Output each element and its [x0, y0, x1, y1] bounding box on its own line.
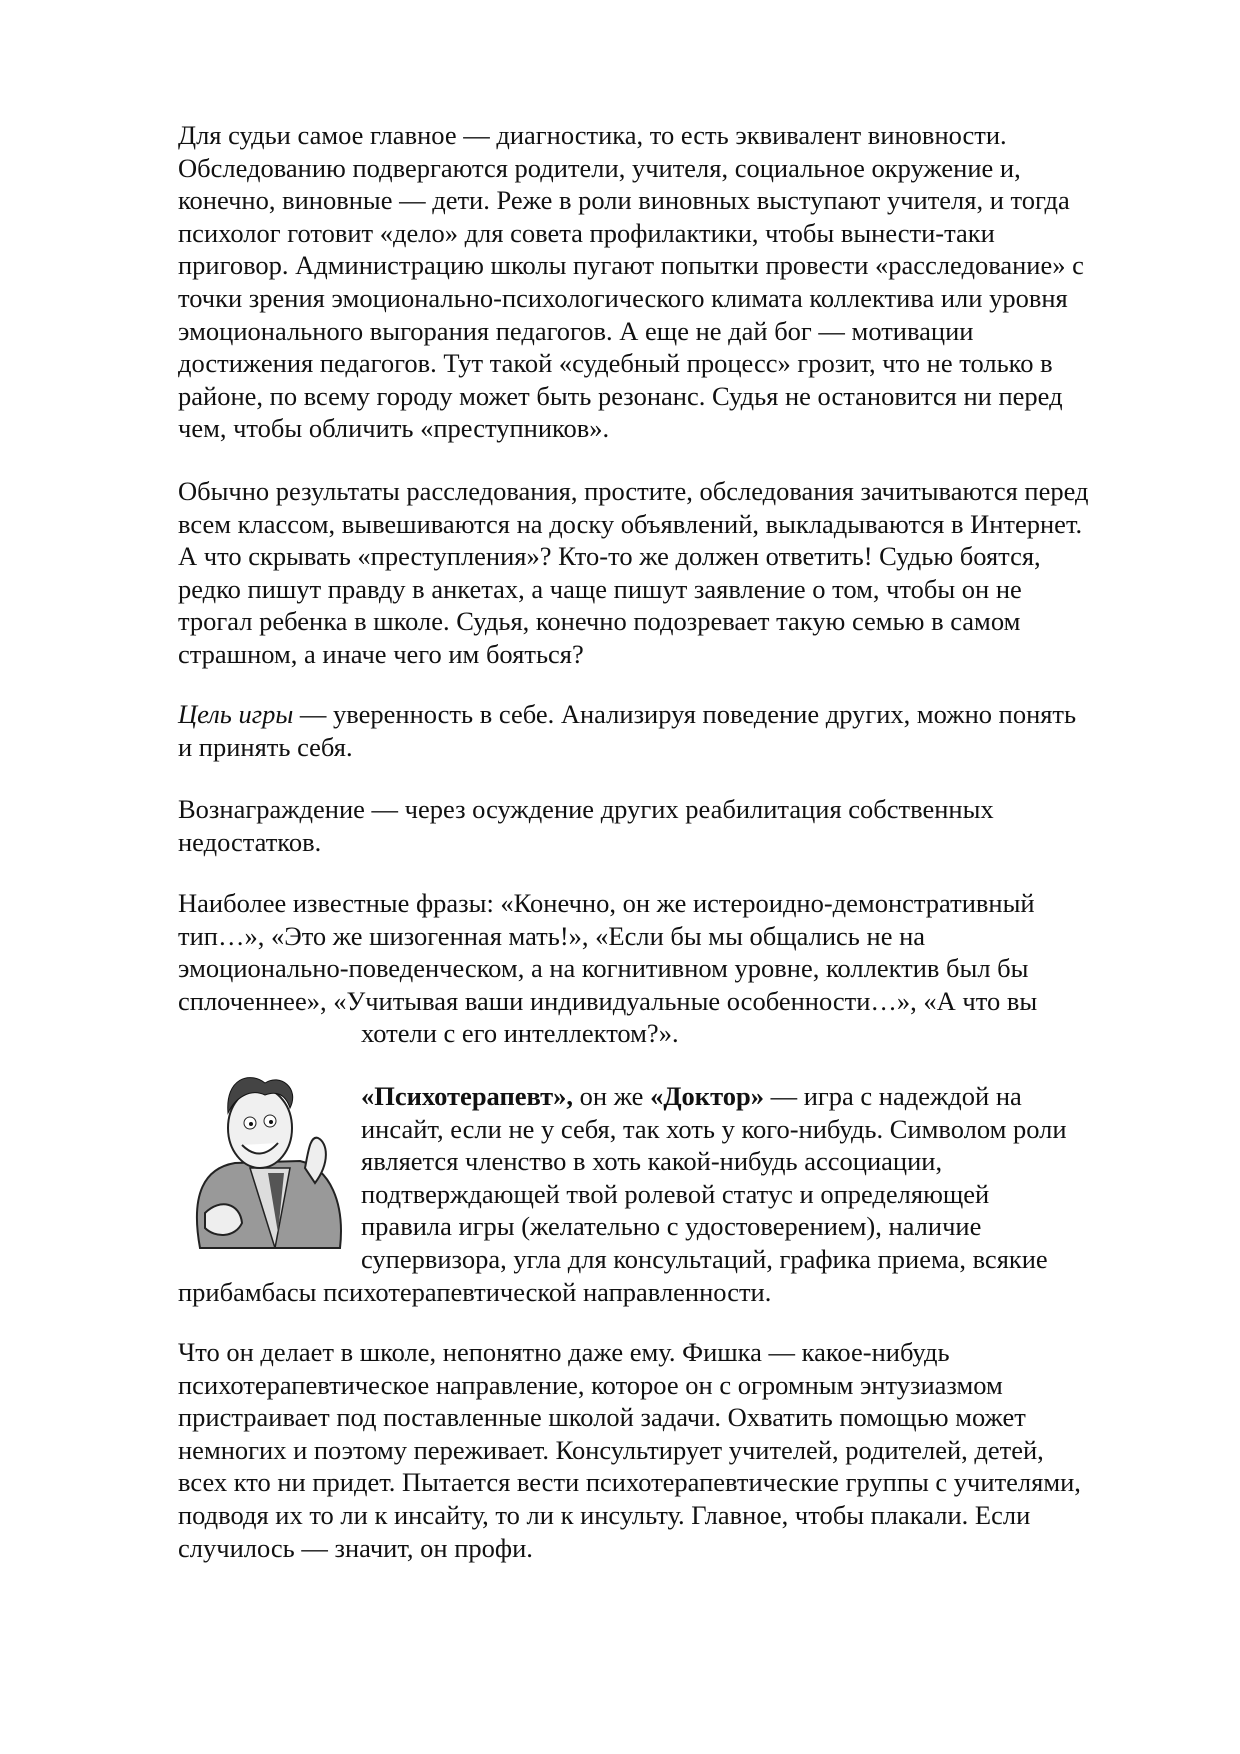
- paragraph-game-goal: [178, 698, 1178, 763]
- paragraph-reward: [178, 793, 1178, 858]
- text-line: всех кто ни придет. Пытается вести психотерапевтические группы с учителями,: [178, 1467, 1081, 1498]
- role-name-doctor: «Доктор»: [650, 1081, 764, 1111]
- text-line: трогал ребенка в школе. Судья, конечно подозревает такую семью в самом: [178, 606, 1021, 637]
- text-line: чем, чтобы обличить «преступников».: [178, 413, 610, 444]
- game-goal-label: Цель игры: [178, 699, 294, 729]
- game-goal-text: — уверенность в себе. Анализируя поведение других, можно понять: [293, 699, 1077, 729]
- text-line: районе, по всему городу может быть резонанс. Судья не остановится ни перед: [178, 380, 1063, 411]
- paragraph-psychotherapist: [178, 1080, 1178, 1308]
- text-line: прибамбасы психотерапевтической направленности.: [178, 1276, 772, 1307]
- text-fragment: — игра с надеждой на: [763, 1081, 1022, 1111]
- text-line: подводя их то ли к инсайту, то ли к инсульту. Главное, чтобы плакали. Если: [178, 1499, 1031, 1530]
- paragraph-judge-diagnostics: [178, 119, 1178, 445]
- paragraph-school-work: [178, 1336, 1178, 1564]
- text-line: А что скрывать «преступления»? Кто-то же должен ответить! Судью боятся,: [178, 541, 1041, 572]
- text-line: психотерапевтическое направление, которое он с огромным энтузиазмом: [178, 1369, 1003, 1400]
- text-line: психолог готовит «дело» для совета профилактики, чтобы вынести-таки: [178, 217, 995, 248]
- text-line: Для судьи самое главное — диагностика, то есть эквивалент виновности.: [178, 120, 1007, 150]
- text-line: правила игры (желательно с удостоверением), наличие: [361, 1211, 982, 1242]
- paragraph-phrases: [178, 887, 1178, 1050]
- text-line: подтверждающей твой ролевой статус и определяющей: [361, 1178, 990, 1209]
- text-line: сплоченнее», «Учитывая ваши индивидуальные особенности…», «А что вы: [178, 985, 1038, 1016]
- text-line: хотели с его интеллектом?».: [361, 1018, 679, 1049]
- text-line: тип…», «Это же шизогенная мать!», «Если бы мы общались не на: [178, 920, 926, 951]
- text-line: точки зрения эмоционально-психологического климата коллектива или уровня: [178, 282, 1068, 313]
- text-line: Что он делает в школе, непонятно даже ему. Фишка — какое-нибудь: [178, 1337, 950, 1367]
- text-line: Обычно результаты расследования, простите, обследования зачитываются перед: [178, 476, 1089, 506]
- text-line: пристраивает под поставленные школой задачи. Охватить помощью может: [178, 1402, 1026, 1433]
- text-line: и принять себя.: [178, 731, 353, 762]
- text-line: эмоционально-поведенческом, а на когнитивном уровне, коллектив был бы: [178, 953, 1029, 984]
- text-line: эмоционального выгорания педагогов. А еще не дай бог — мотивации: [178, 315, 974, 346]
- text-line: является членство в хоть какой-нибудь ассоциации,: [361, 1146, 943, 1177]
- text-line: конечно, виновные — дети. Реже в роли виновных выступают учителя, и тогда: [178, 185, 1070, 216]
- text-line: [178, 698, 1178, 731]
- text-line: супервизора, угла для консультаций, графика приема, всякие: [361, 1243, 1048, 1274]
- text-line: Обследованию подвергаются родители, учителя, социальное окружение и,: [178, 152, 1021, 183]
- text-line: недостатков.: [178, 826, 322, 857]
- text-line: приговор. Администрацию школы пугают попытки провести «расследование» с: [178, 250, 1084, 281]
- text-line: редко пишут правду в анкетах, а чаще пишут заявление о том, чтобы он не: [178, 573, 1022, 604]
- role-name-psychotherapist: «Психотерапевт»,: [361, 1081, 574, 1111]
- text-fragment: он же: [573, 1081, 651, 1111]
- paragraph-results: [178, 475, 1178, 671]
- text-line: инсайт, если не у себя, так хоть у кого-нибудь. Символом роли: [361, 1113, 1067, 1144]
- text-line: Вознаграждение — через осуждение других реабилитация собственных: [178, 794, 994, 824]
- text-line: [178, 1080, 1178, 1113]
- text-line: немногих и поэтому переживает. Консультирует учителей, родителей, детей,: [178, 1434, 1044, 1465]
- text-line: страшном, а иначе чего им бояться?: [178, 638, 584, 669]
- text-line: достижения педагогов. Тут такой «судебный процесс» грозит, что не только в: [178, 348, 1053, 379]
- text-line: случилось — значит, он профи.: [178, 1532, 533, 1563]
- text-line: всем классом, вывешиваются на доску объявлений, выкладываются в Интернет.: [178, 508, 1083, 539]
- text-line: Наиболее известные фразы: «Конечно, он же истероидно-демонстративный: [178, 888, 1035, 918]
